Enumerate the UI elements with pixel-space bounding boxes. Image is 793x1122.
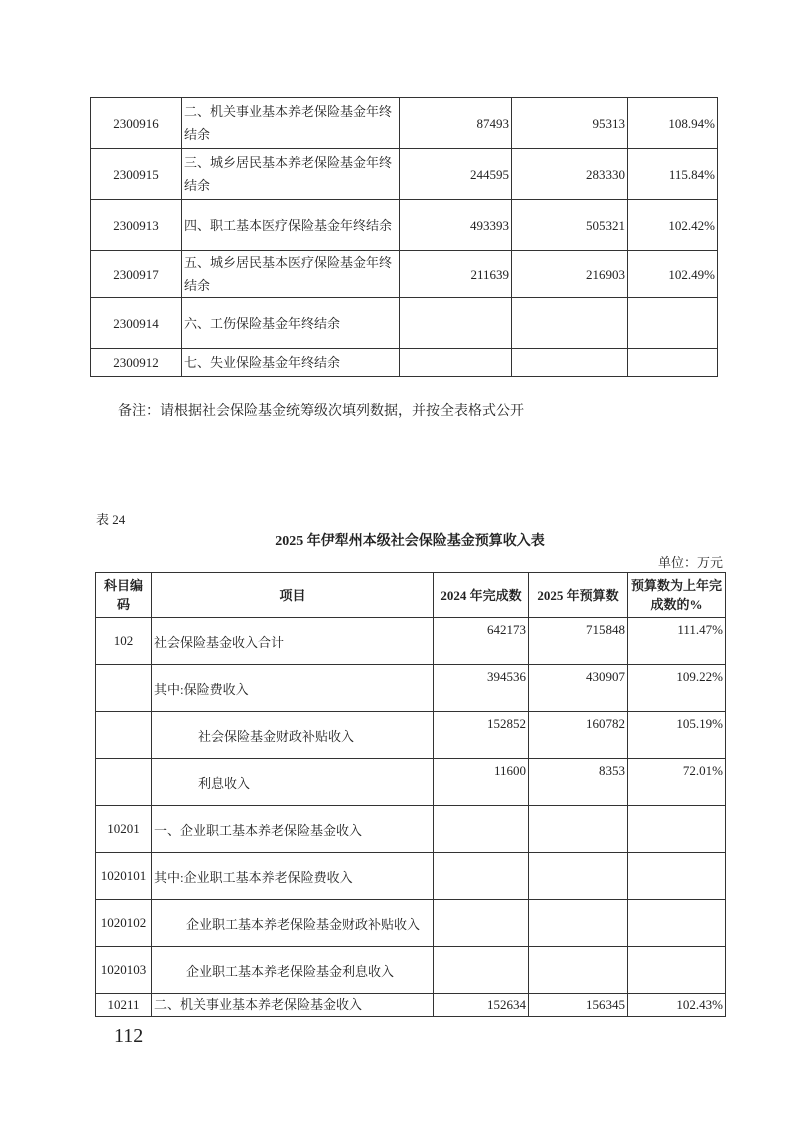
table-row [96,900,726,947]
table-row [91,200,718,251]
table-row [91,349,718,377]
cell-v2025 [512,298,628,349]
table-note: 备注：请根据社会保险基金统筹级次填列数据，并按全表格式公开 [118,404,524,419]
cell-code: 102 [96,618,152,665]
header-2024: 2024 年完成数 [434,573,529,618]
header-item: 项目 [152,573,434,618]
cell-code: 2300913 [91,200,182,251]
table-row [96,618,726,665]
page-number: 112 [114,1025,144,1047]
revenue-budget-table [95,572,726,1017]
cell-code: 1020101 [96,853,152,900]
cell-pct: 105.19% [628,712,726,759]
cell-v2025 [529,900,628,947]
header-row [96,573,726,618]
table-number: 表 24 [96,512,126,527]
fund-balance-table [90,97,718,377]
cell-v2024: 211639 [400,251,512,298]
cell-pct: 72.01% [628,759,726,806]
table-row [91,298,718,349]
cell-item: 社会保险基金财政补贴收入 [152,712,434,759]
table-row [96,853,726,900]
cell-code: 2300915 [91,149,182,200]
cell-pct: 108.94% [628,98,718,149]
cell-code: 2300916 [91,98,182,149]
table-title: 2025 年伊犁州本级社会保险基金预算收入表 [275,534,545,549]
cell-pct: 115.84% [628,149,718,200]
cell-pct: 102.42% [628,200,718,251]
cell-item: 四、职工基本医疗保险基金年终结余 [182,200,400,251]
table-row [91,98,718,149]
cell-v2025: 95313 [512,98,628,149]
cell-v2025: 283330 [512,149,628,200]
cell-v2025: 430907 [529,665,628,712]
cell-v2025: 505321 [512,200,628,251]
cell-code: 2300912 [91,349,182,377]
table-row [96,806,726,853]
cell-v2025: 216903 [512,251,628,298]
header-2025: 2025 年预算数 [529,573,628,618]
table-row [96,994,726,1017]
cell-item: 一、企业职工基本养老保险基金收入 [152,806,434,853]
cell-item: 二、机关事业基本养老保险基金年终结余 [182,98,400,149]
table-row [96,947,726,994]
cell-v2025 [529,806,628,853]
cell-v2024: 642173 [434,618,529,665]
cell-v2024: 152852 [434,712,529,759]
cell-item: 其中:保险费收入 [152,665,434,712]
cell-v2024 [434,900,529,947]
cell-v2024: 11600 [434,759,529,806]
cell-item: 企业职工基本养老保险基金财政补贴收入 [152,900,434,947]
cell-code: 2300914 [91,298,182,349]
cell-item: 六、工伤保险基金年终结余 [182,298,400,349]
cell-v2025: 715848 [529,618,628,665]
cell-item: 企业职工基本养老保险基金利息收入 [152,947,434,994]
cell-pct [628,947,726,994]
cell-code [96,665,152,712]
cell-pct [628,806,726,853]
cell-code: 1020103 [96,947,152,994]
header-code: 科目编码 [96,573,152,618]
cell-pct [628,900,726,947]
cell-pct: 102.49% [628,251,718,298]
cell-v2025: 156345 [529,994,628,1017]
unit-label: 单位：万元 [657,555,723,570]
cell-item: 二、机关事业基本养老保险基金收入 [152,994,434,1017]
cell-item: 五、城乡居民基本医疗保险基金年终结余 [182,251,400,298]
cell-item: 三、城乡居民基本养老保险基金年终结余 [182,149,400,200]
table-row [91,251,718,298]
table-row [96,712,726,759]
cell-pct [628,298,718,349]
cell-v2024: 87493 [400,98,512,149]
cell-pct [628,853,726,900]
cell-code: 1020102 [96,900,152,947]
cell-v2025 [512,349,628,377]
cell-v2024: 244595 [400,149,512,200]
cell-v2025: 8353 [529,759,628,806]
table-row [96,665,726,712]
cell-v2024 [400,298,512,349]
cell-pct: 111.47% [628,618,726,665]
cell-v2025 [529,853,628,900]
cell-item: 利息收入 [152,759,434,806]
cell-pct: 109.22% [628,665,726,712]
cell-code [96,759,152,806]
cell-pct [628,349,718,377]
cell-code [96,712,152,759]
cell-item: 七、失业保险基金年终结余 [182,349,400,377]
cell-item: 社会保险基金收入合计 [152,618,434,665]
cell-v2024 [434,853,529,900]
cell-v2024: 152634 [434,994,529,1017]
cell-v2024: 493393 [400,200,512,251]
cell-code: 10211 [96,994,152,1017]
cell-v2024 [434,806,529,853]
cell-pct: 102.43% [628,994,726,1017]
cell-code: 10201 [96,806,152,853]
cell-v2024: 394536 [434,665,529,712]
cell-v2024 [400,349,512,377]
cell-v2025 [529,947,628,994]
header-pct: 预算数为上年完成数的% [628,573,726,618]
cell-code: 2300917 [91,251,182,298]
table-row [91,149,718,200]
cell-v2025: 160782 [529,712,628,759]
cell-item: 其中:企业职工基本养老保险费收入 [152,853,434,900]
cell-v2024 [434,947,529,994]
table-row [96,759,726,806]
